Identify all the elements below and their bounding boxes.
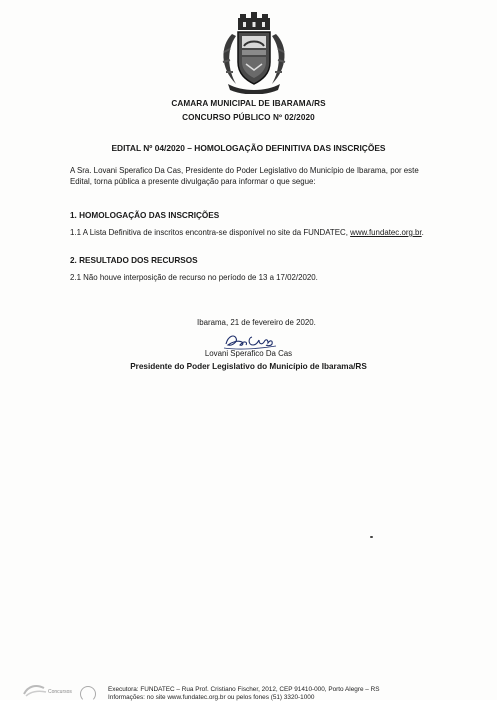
intro-paragraph-line-1: A Sra. Lovani Sperafico Da Cas, Presidente do Poder Legislativo do Município de Ibarama, por este — [70, 166, 419, 175]
signatory-title: Presidente do Poder Legislativo do Município de Ibarama/RS — [130, 362, 367, 371]
scan-speck — [370, 536, 373, 538]
signatory-name: Lovani Sperafico Da Cas — [204, 349, 293, 358]
contest-number: CONCURSO PÚBLICO Nº 02/2020 — [182, 113, 315, 122]
section-2-text: 2.1 Não houve interposição de recurso no período de 13 a 17/02/2020. — [70, 273, 318, 282]
section-1-text — [70, 228, 424, 237]
section-1-heading: 1. HOMOLOGAÇÃO DAS INSCRIÇÕES — [70, 211, 220, 220]
fundatec-logo-icon — [20, 682, 50, 700]
edital-title: EDITAL Nº 04/2020 – HOMOLOGAÇÃO DEFINITIVA DAS INSCRIÇÕES — [111, 143, 386, 153]
footer-logo-text: Concursos — [48, 689, 72, 695]
municipal-coat-of-arms-icon — [218, 12, 290, 94]
section-1-body: 1.1 A Lista Definitiva de inscritos encontra-se disponível no site da FUNDATEC, — [70, 228, 348, 237]
fundatec-link[interactable]: www.fundatec.org.br — [350, 228, 422, 237]
intro-paragraph-line-2: Edital, torna pública a presente divulgação para informar o que segue: — [70, 177, 316, 186]
footer-executor-line: Executora: FUNDATEC – Rua Prof. Cristiano Fischer, 2012, CEP 91410-000, Porto Alegre – RS — [108, 686, 380, 693]
institution-name: CAMARA MUNICIPAL DE IBARAMA/RS — [171, 99, 326, 108]
signature-date: Ibarama, 21 de fevereiro de 2020. — [197, 318, 316, 327]
section-1-suffix: . — [421, 228, 424, 237]
footer-info-line: Informações: no site www.fundatec.org.br ou pelos fones (51) 3320-1000 — [108, 694, 315, 701]
section-2-heading: 2. RESULTADO DOS RECURSOS — [70, 256, 198, 265]
